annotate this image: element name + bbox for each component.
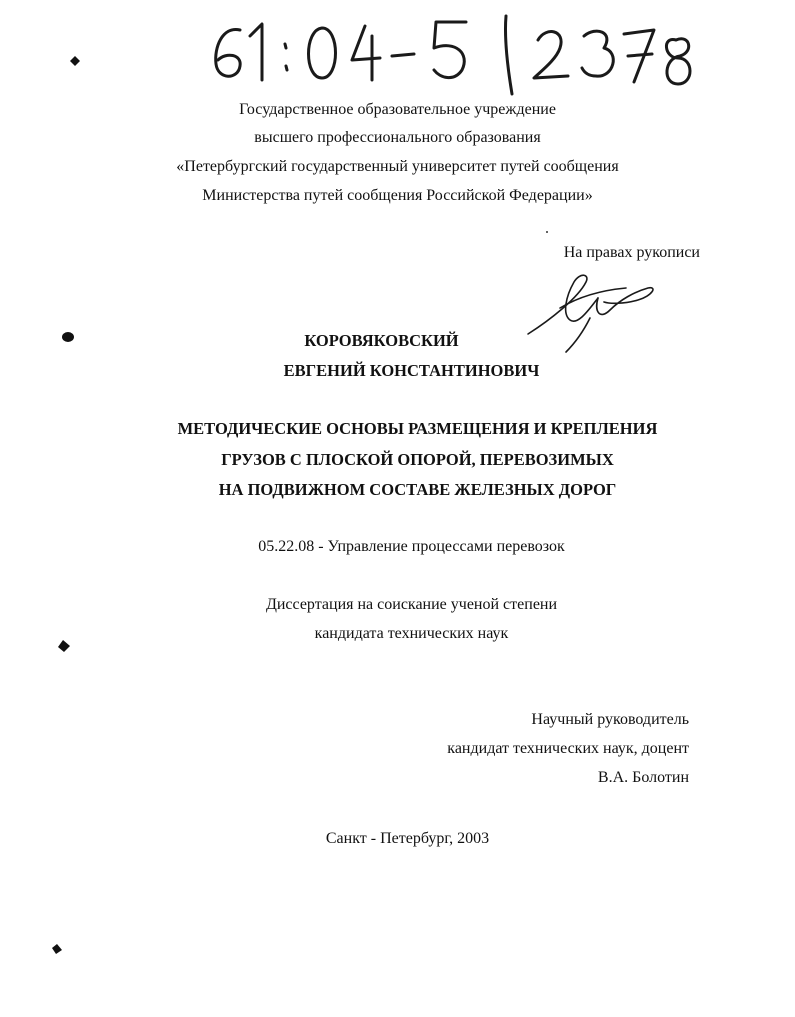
scan-speck xyxy=(545,230,549,234)
institution-line-3: «Петербургский государственный университет путей сообщения xyxy=(176,158,619,175)
author-surname: КОРОВЯКОВСКИЙ xyxy=(304,331,459,350)
supervisor-name: В.А. Болотин xyxy=(597,769,689,786)
institution-line-1: Государственное образовательное учреждение xyxy=(239,101,556,118)
title-line-2: ГРУЗОВ С ПЛОСКОЙ ОПОРОЙ, ПЕРЕВОЗИМЫХ xyxy=(221,450,614,469)
city-year: Санкт - Петербург, 2003 xyxy=(325,830,490,847)
specialty-code: 05.22.08 - Управление процессами перевозок xyxy=(258,538,565,555)
scan-dot-mark xyxy=(60,330,76,344)
handwritten-archive-code xyxy=(0,0,795,100)
degree-line-1: Диссертация на соискание ученой степени xyxy=(265,596,558,613)
title-line-3: НА ПОДВИЖНОМ СОСТАВЕ ЖЕЛЕЗНЫХ ДОРОГ xyxy=(218,480,617,499)
institution-line-2: высшего профессионального образования xyxy=(254,129,541,146)
manuscript-note: На правах рукописи xyxy=(563,244,700,261)
author-given-names: ЕВГЕНИЙ КОНСТАНТИНОВИЧ xyxy=(283,361,540,380)
scan-dot-mark xyxy=(50,942,64,956)
scan-dot-mark xyxy=(56,638,72,654)
supervisor-degree: кандидат технических наук, доцент xyxy=(447,740,689,757)
scan-dot-mark xyxy=(68,54,82,68)
institution-line-4: Министерства путей сообщения Российской Федерации» xyxy=(202,187,593,204)
degree-line-2: кандидата технических наук xyxy=(314,625,509,642)
title-line-1: МЕТОДИЧЕСКИЕ ОСНОВЫ РАЗМЕЩЕНИЯ И КРЕПЛЕНИЯ xyxy=(177,419,658,438)
supervisor-role: Научный руководитель xyxy=(531,711,689,728)
